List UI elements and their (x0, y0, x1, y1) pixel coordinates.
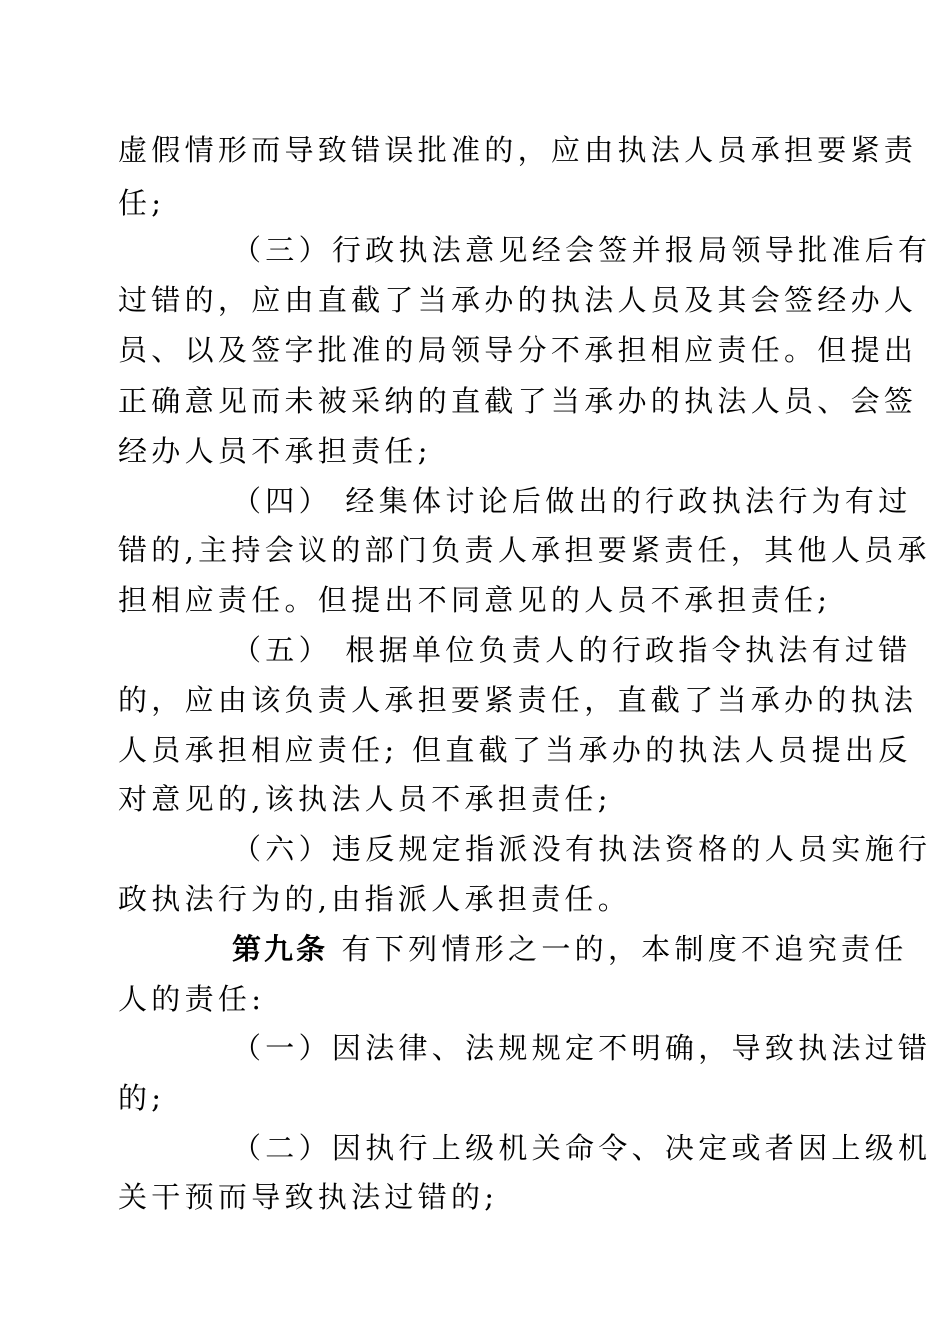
text-line: 的; (118, 1081, 166, 1115)
article-9-text: 有下列情形之一的，本制度不追究责任 (341, 932, 908, 966)
article-9-start (232, 929, 908, 969)
item-2-start: （二）因执行上级机关命令、决定或者因上级机 (232, 1131, 932, 1165)
clause-6-start: （六）违反规定指派没有执法资格的人员实施行 (232, 832, 932, 866)
item-1-start: （一）因法律、法规规定不明确，导致执法过错 (232, 1031, 932, 1065)
text-line: 政执法行为的,由指派人承担责任。 (118, 882, 632, 916)
text-line: 虚假情形而导致错误批准的，应由执法人员承担要紧责 (118, 133, 918, 167)
clause-4-start: （四） 经集体讨论后做出的行政执法行为有过 (232, 484, 912, 518)
article-heading: 第九条 (232, 932, 329, 966)
text-line: 员、以及签字批准的局领导分不承担相应责任。但提出 (118, 333, 918, 367)
text-line: 对意见的,该执法人员不承担责任; (118, 782, 612, 816)
text-line: 关干预而导致执法过错的; (118, 1180, 499, 1214)
text-line: 的，应由该负责人承担要紧责任，直截了当承办的执法 (118, 683, 918, 717)
text-line: 经办人员不承担责任; (118, 434, 432, 468)
text-line: 人的责任: (118, 982, 266, 1016)
text-line: 正确意见而未被采纳的直截了当承办的执法人员、会签 (118, 384, 918, 418)
text-line: 人员承担相应责任; 但直截了当承办的执法人员提出反 (118, 733, 912, 767)
clause-3-start: （三）行政执法意见经会签并报局领导批准后有 (232, 233, 932, 267)
text-line: 过错的，应由直截了当承办的执法人员及其会签经办人 (118, 283, 918, 317)
clause-5-start: （五） 根据单位负责人的行政指令执法有过错 (232, 633, 912, 667)
text-line: 错的,主持会议的部门负责人承担要紧责任，其他人员承 (118, 533, 931, 567)
text-line: 担相应责任。但提出不同意见的人员不承担责任; (118, 583, 832, 617)
text-line: 任; (118, 186, 166, 220)
